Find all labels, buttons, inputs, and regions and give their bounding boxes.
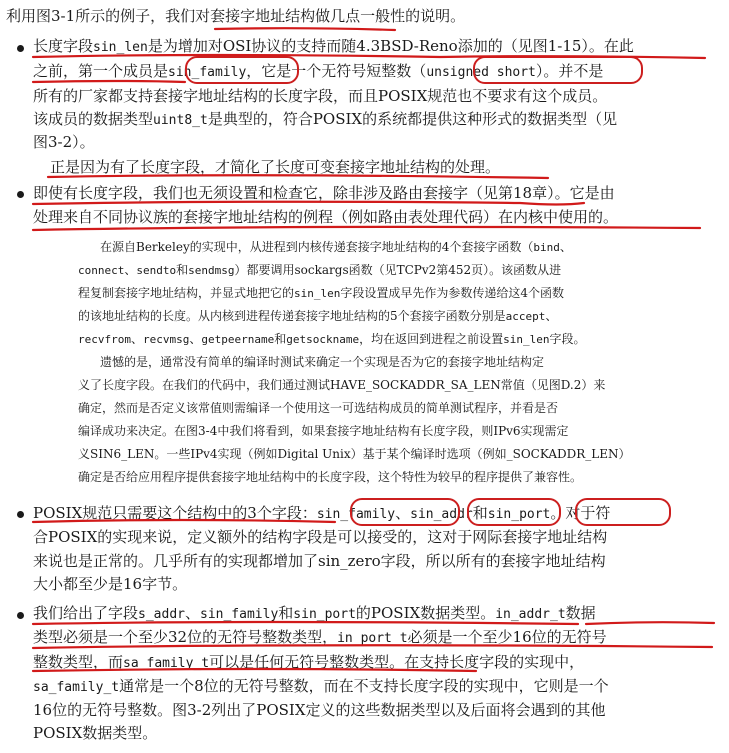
note-line-10: 义SIN6_LEN。一些IPv4实现（例如Digital Unix）基于某个编译时选项（例如_SOCKADDR_LEN） <box>78 447 631 461</box>
bullet-1-line-4: 该成员的数据类型uint8_t是典型的，符合POSIX的系统都提供这种形式的数据类型（见 <box>33 110 618 128</box>
note-line-7: 义了长度字段。在我们的代码中，我们通过测试HAVE_SOCKADDR_SA_LEN常值（见图D.2）来 <box>78 378 606 392</box>
bullet-3-line-3: 来说也是正常的。几乎所有的实现都增加了sin_zero字段，所以所有的套接字地址结构 <box>33 552 606 570</box>
bullet-1-line-1: 长度字段sin_len是为增加对OSI协议的支持而随4.3BSD-Reno添加的（见图1-15）。在此 <box>33 37 634 55</box>
bullet-4-line-1: 我们给出了字段s_addr、sin_family和sin_port的POSIX数据类型。in_addr_t数据 <box>33 604 596 622</box>
bullet-1-line-5: 图3-2）。 <box>33 133 95 151</box>
annotation-box-unsigned-short <box>473 56 643 84</box>
bullet-4-marker <box>17 612 24 619</box>
bullet-4-line-6: POSIX数据类型。 <box>33 724 158 742</box>
bullet-1-line-3: 所有的厂家都支持套接字地址结构的长度字段，而且POSIX规范也不要求有这个成员。 <box>33 87 608 105</box>
bullet-4-line-4: sa_family_t通常是一个8位的无符号整数，而在不支持长度字段的实现中，它则是一个 <box>33 677 609 695</box>
note-line-1: 在源自Berkeley的实现中，从进程到内核传递套接字地址结构的4个套接字函数（bind、 <box>100 240 572 254</box>
intro-paragraph: 利用图3-1所示的例子，我们对套接字地址结构做几点一般性的说明。 <box>6 7 466 25</box>
annotation-box-sin-family <box>185 56 299 84</box>
bullet-4-line-5: 16位的无符号整数。图3-2列出了POSIX定义的这些数据类型以及后面将会遇到的其他 <box>33 701 606 719</box>
note-line-2: connect、sendto和sendmsg）都要调用sockargs函数（见TCPv2第452页）。该函数从进 <box>78 263 562 277</box>
bullet-1-line-2: 之前，第一个成员是sin_family，它是一个无符号短整数（unsigned short）。并不是 <box>33 62 604 80</box>
annotation-box-sin-port <box>575 498 671 526</box>
bullet-2-line-1: 即使有长度字段，我们也无须设置和检查它，除非涉及路由套接字（见第18章）。它是由 <box>33 184 615 202</box>
note-line-6: 遗憾的是，通常没有简单的编译时测试来确定一个实现是否为它的套接字地址结构定 <box>100 355 545 369</box>
bullet-1-line-6: 正是因为有了长度字段，才简化了长度可变套接字地址结构的处理。 <box>50 158 501 176</box>
bullet-3-marker <box>17 511 24 518</box>
bullet-3-line-1: POSIX规范只需要这个结构中的3个字段：sin_family、sin_addr和sin_port。对于符 <box>33 504 611 522</box>
annotation-box-sin-family-2 <box>350 498 460 526</box>
annotation-box-sin-addr <box>467 498 561 526</box>
note-line-9: 编译成功来决定。在图3-4中我们将看到，如果套接字地址结构有长度字段，则IPv6实现需定 <box>78 424 569 438</box>
note-line-8: 确定，然而是否定义该常值则需编译一个使用这一可选结构成员的简单测试程序，并看是否 <box>78 401 559 415</box>
bullet-4-line-3: 整数类型，而sa_family_t可以是任何无符号整数类型。在支持长度字段的实现中， <box>33 653 585 671</box>
bullet-2-line-2: 处理来自不同协议族的套接字地址结构的例程（例如路由表处理代码）在内核中使用的。 <box>33 208 619 226</box>
note-line-4: 的该地址结构的长度。从内核到进程传递套接字地址结构的5个套接字函数分别是accept、 <box>78 309 558 323</box>
bullet-1-marker <box>17 45 24 52</box>
bullet-3-line-4: 大小都至少是16字节。 <box>33 575 188 593</box>
underline-b4-l1b <box>586 622 714 624</box>
bullet-3-line-2: 合POSIX的实现来说，定义额外的结构字段是可以接受的，这对于网际套接字地址结构 <box>33 528 608 546</box>
note-line-11: 确定是否给应用程序提供套接字地址结构中的长度字段，这个特性为较早的程序提供了兼容性。 <box>78 470 583 484</box>
underline-intro <box>215 28 395 30</box>
bullet-4-line-2: 类型必须是一个至少32位的无符号整数类型，in_port_t必须是一个至少16位的无符号 <box>33 628 607 646</box>
bullet-2-marker <box>17 191 24 198</box>
note-line-5: recvfrom、recvmsg、getpeername和getsockname，均在返回到进程之前设置sin_len字段。 <box>78 332 586 346</box>
note-line-3: 程复制套接字地址结构，并显式地把它的sin_len字段设置成早先作为参数传递给这4个函数 <box>78 286 565 300</box>
